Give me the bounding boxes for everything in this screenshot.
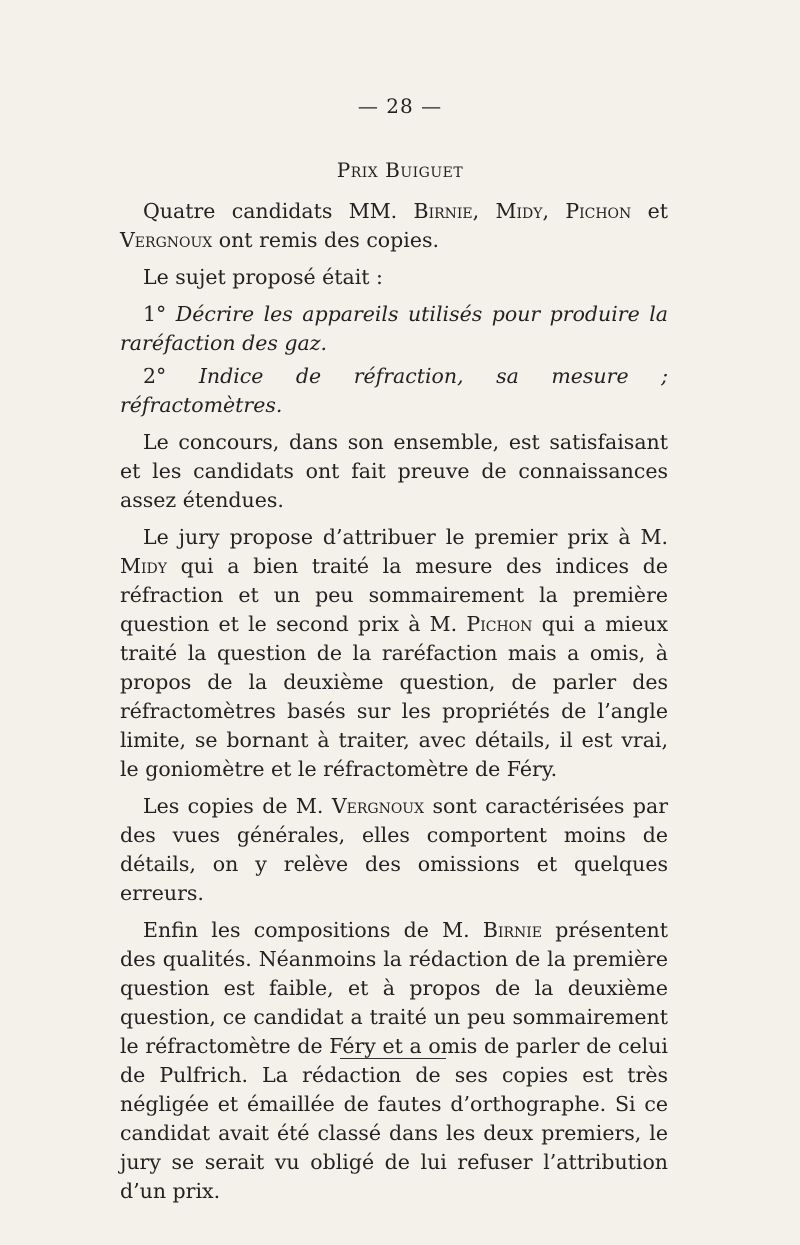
name-birnie: Birnie bbox=[482, 918, 543, 942]
name-pichon: Pichon bbox=[565, 199, 632, 223]
text-run: qui a mieux traité la question de la raréfaction mais a omis, à propos de la deuxième question, de parler des réfractomètres basés sur les propriétés de l’angle limite, se bornant à traiter, avec détails, il est vrai, le goniomètre et le réfractomètre de Féry. bbox=[120, 612, 669, 781]
text-run: Enfin les compositions de M. bbox=[143, 918, 483, 942]
paragraph-jury-proposal bbox=[120, 523, 668, 784]
text-run: et bbox=[631, 199, 668, 223]
name-birnie: Birnie bbox=[413, 199, 473, 223]
body-text bbox=[120, 197, 668, 1214]
text-run: , bbox=[472, 199, 496, 223]
text-run: Le jury propose d’attribuer le premier prix à M. bbox=[143, 525, 668, 549]
text-run: Les copies de M. bbox=[143, 794, 332, 818]
question-text: Décrire les appareils utilisés pour produire la raréfaction des gaz. bbox=[120, 302, 668, 355]
text-run: sont caractérisées par des vues générales, elles comportent moins de détails, on y relève des omissions et quelques erreurs. bbox=[120, 794, 668, 905]
paragraph-assessment: Le concours, dans son ensemble, est satisfaisant et les candidats ont fait preuve de connaissances assez étendues. bbox=[120, 430, 668, 512]
name-midy: Midy bbox=[495, 199, 543, 223]
question-number: 1° bbox=[143, 302, 176, 326]
section-title: Prix Buiguet bbox=[336, 158, 464, 182]
name-pichon: Pichon bbox=[466, 612, 533, 636]
name-vergnoux: Vergnoux bbox=[120, 228, 213, 252]
question-2 bbox=[120, 362, 668, 420]
name-midy: Midy bbox=[120, 554, 167, 578]
text-run: , bbox=[542, 199, 566, 223]
name-vergnoux: Vergnoux bbox=[331, 794, 425, 818]
question-1 bbox=[120, 300, 668, 358]
text-run: ont remis des copies. bbox=[212, 228, 439, 252]
paragraph-subject: Le sujet proposé était : bbox=[143, 265, 383, 289]
section-end-rule bbox=[340, 1058, 446, 1059]
paragraph-vergnoux bbox=[120, 792, 668, 908]
paragraph-birnie bbox=[120, 916, 668, 1206]
text-run: qui a bien traité la mesure des indices de réfraction et un peu sommairement la première question et le second prix à M. bbox=[120, 554, 668, 636]
page-number: — 28 — bbox=[357, 94, 443, 118]
paragraph-candidates bbox=[120, 197, 668, 255]
text-run: présentent des qualités. Néanmoins la rédaction de la première question est faible, et à propos de la deuxième question, ce candidat a traité un peu sommairement le réfractomètre de Féry et a omis de parler de celui de Pulfrich. La rédaction de ses copies est très négligée et émaillée de fautes d’orthographe. Si ce candidat avait été classé dans les deux premiers, le jury se serait vu obligé de lui refuser l’attribution d’un prix. bbox=[120, 918, 668, 1203]
question-text: Indice de réfraction, sa mesure ; réfractomètres. bbox=[120, 364, 668, 417]
text-run: Quatre candidats MM. bbox=[143, 199, 414, 223]
question-number: 2° bbox=[143, 364, 199, 388]
